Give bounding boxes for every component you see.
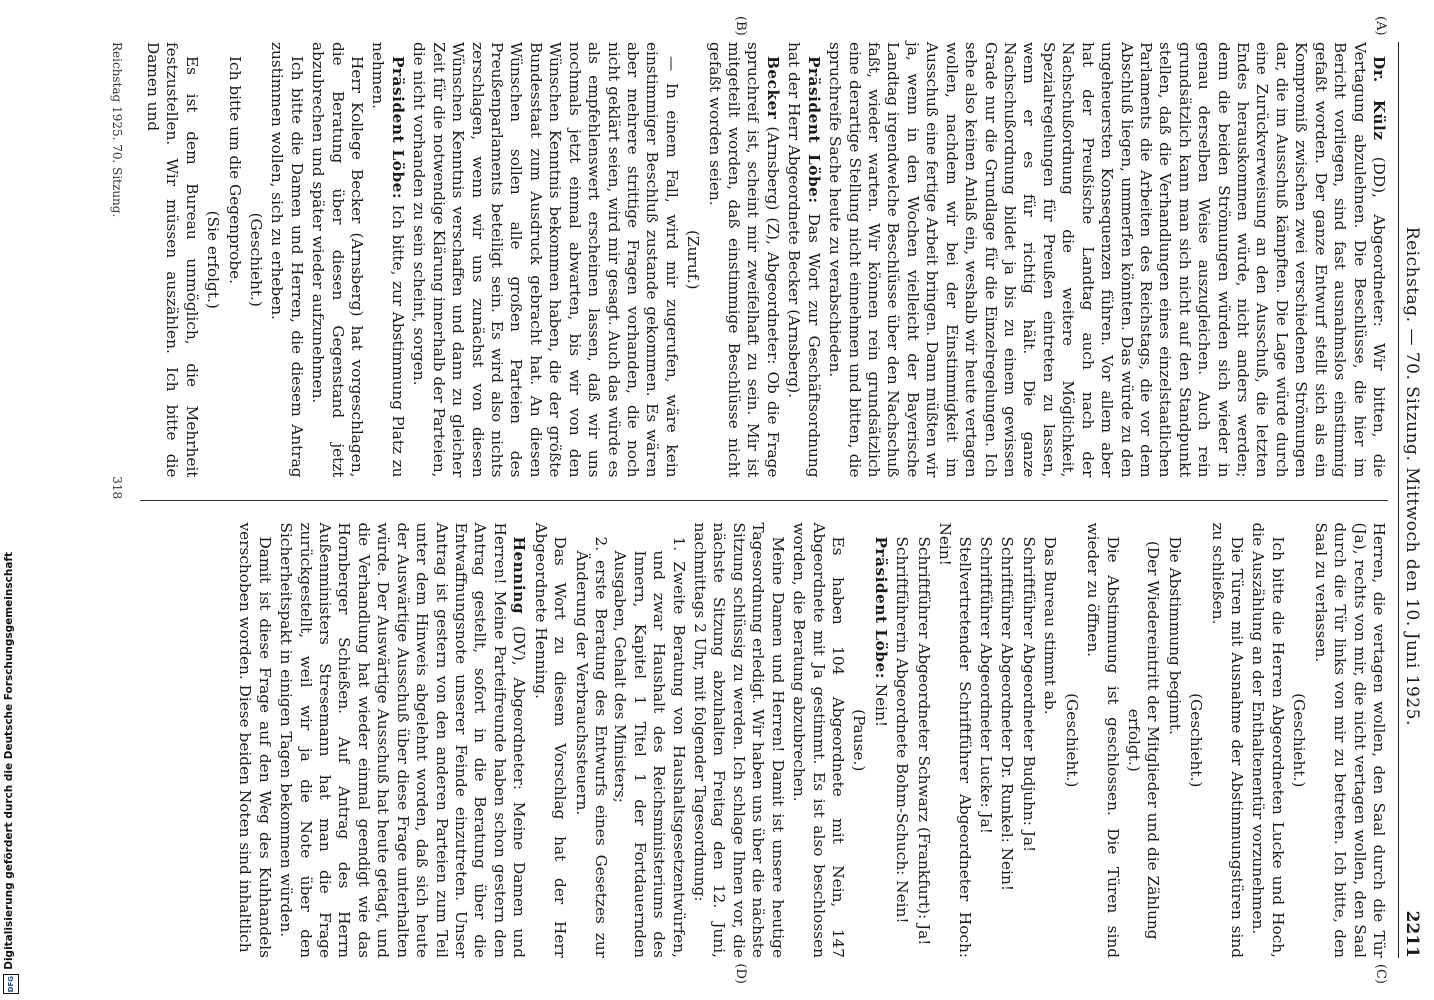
margin-mark-d: (D)	[733, 963, 748, 984]
paragraph-text: Damit ist diese Frage auf den Weg des Kuhhandels verschoben worden. Diese beiden Noten sind inhaltlich	[236, 522, 274, 958]
speaker-name: Becker	[763, 56, 782, 120]
paragraph-text: Nein!	[871, 683, 890, 728]
paragraph-text: — In einem Fall, wird mir zugerufen, wäre kein einstimmiger Beschluß zustande gekommen. Es wären aber mehrere strittige Fragen vorhanden, die noch nicht geklärt seien, wird mir gesagt. Auch das würde es als empfehlenswert erscheinen lassen, daß wir uns nochmals jetzt einmal abwarten, bis wir von den Wünschen Kenntnis bekommen haben, die der größte Bundesstaat zum Ausdruck gebracht hat. An diesen Wünschen sollen alle großen Parteien des Preußenparlaments beteiligt sein. Es wird also nichts zerschlagen, wenn wir uns zunächst von diesen Wünschen Kenntnis verschaffen und dann zu gleicher Zeit für die notwendige Klärung innerhalb der Parteien, die nicht vorhanden zu sein scheint, sorgen.	[410, 42, 681, 478]
paragraph-text: Meine Damen und Herren! Damit ist unsere heutige Tagesordnung erledigt. Wir haben uns über die nächste Sitzung schlüssig zu werden. Ich schlage Ihnen vor, die nächste Sitzung abzuhalten Freitag den 12. Juni, nachmittags 2 Uhr, mit folgender Tagesordnung:	[691, 522, 787, 958]
dfg-logo	[3, 974, 19, 994]
paragraph	[825, 42, 1388, 478]
left-column	[140, 42, 1388, 478]
paragraph-text: Das Wort zu diesem Vorschlag hat der Herr Abgeordnete Henning.	[531, 522, 570, 958]
page-content	[40, 0, 1434, 1000]
speaker-name: Präsident Löbe:	[871, 536, 890, 679]
text-columns	[140, 16, 1388, 984]
speaker-name: Dr. Külz	[1370, 56, 1388, 141]
speaker-name: Henning	[510, 536, 529, 615]
paragraph	[870, 523, 889, 959]
vote-line: Schriftführer Abgeordneter Dr. Runkel: Nein!	[998, 536, 1017, 891]
paragraph-text: Die Türen mit Ausnahme der Abstimmungstüren sind zu schließen.	[1208, 522, 1247, 958]
paragraph	[368, 42, 407, 478]
paragraph-text: (Arnsberg) (Z), Abgeordneter: Ob die Frage spruchreif ist, scheint mir zweifelhaft zu sein. Mir ist mitgeteilt worden, daß einstimmige Beschlüsse nicht gefaßt worden seien.	[705, 42, 782, 478]
interjection: (Zuruf.)	[684, 229, 703, 290]
interjection: (Geschieht.)	[246, 212, 265, 307]
interjection: (Sie erfolgt.)	[204, 210, 223, 309]
paragraph-text: Ich bitte die Damen und Herren, die diesem Antrag zustimmen wollen, sich zu erheben.	[268, 42, 306, 478]
paragraph	[276, 523, 528, 959]
interjection: (Geschieht.)	[1290, 693, 1309, 788]
paragraph-text: Das Bureau stimmt ab.	[1041, 536, 1060, 715]
vote-line: Schriftführerin Abgeordnete Bohm-Schuch: Nein!	[893, 536, 912, 924]
interjection: (Der Wiedereintritt der Mitglieder und die Zählung erfolgt.)	[1124, 540, 1163, 940]
page-header	[1398, 42, 1422, 958]
paragraph-text: Die Abstimmung beginnt.	[1165, 536, 1184, 735]
vote-line: Schriftführer Abgeordneter Budjuhn: Ja!	[1019, 536, 1038, 853]
margin-mark-b: (B)	[733, 16, 748, 36]
paragraph	[704, 42, 782, 478]
footer-spacer	[110, 758, 124, 958]
page-number: 2211	[1402, 910, 1422, 958]
speaker-name: Präsident Löbe:	[804, 56, 823, 204]
margin-mark-c: (C)	[1373, 963, 1388, 984]
paragraph-text: Ich bitte, zur Abstimmung Platz zu nehmen.	[369, 42, 407, 478]
page-title: Reichstag. — 70. Sitzung. Mittwoch den 10. Juni 1925.	[1402, 226, 1422, 726]
vote-line: Schriftführer Abgeordneter Schwarz (Frankfurt): Ja!	[914, 536, 933, 946]
scanned-page	[40, 0, 1434, 1000]
interjection: (Geschieht.)	[1062, 693, 1081, 788]
paragraph-text: Herren, die vertagen wollen, den Saal durch die Tür (Ja), rechts von mir, die nicht vertagen wollen, den Saal durch die Tür links von mir zu betreten. Ich bitte, den Saal zu verlassen.	[1311, 522, 1388, 958]
footer-sitting: Reichstag 1925. 70. Sitzung.	[110, 42, 125, 218]
paragraph-text: Ich bitte die Herren Abgeordneten Lucke und Hoch, die Auszählung an der Enthaltenentür vorzunehmen.	[1249, 522, 1287, 958]
paragraph-text: (DD), Abgeordneter: Wir bitten, die Vertagung abzulehnen. Die Beschlüsse, die hier im Bericht vorliegen, sind fast ausnahmslos einstimmig gefaßt worden. Der ganze Entwurf stellt sich als ein Kompromiß zwischen zwei verschiedenen Strömungen dar, die im Ausschuß kämpften. Die Lage würde durch eine Zurückverweisung an den Ausschuß, die letzten Endes herauskommen würde, nicht anders werden; denn die beiden Strömungen würden sich wieder in genau derselben Weise auszugleichen. Auch rein grundsätzlich kann man sich nicht auf den Standpunkt stellen, daß die Verhandlungen eines einzelstaatlichen Parlaments die Arbeiten des Reichstags, die vor dem Abschluß liegen, ummerfen könnten. Das würde zu den ungeheuersten Konsequenzen führen. Vor allem aber hat der Preußische Landtag auch nach der Nachschußordnung die weitere Möglichkeit, Spezialregelungen für Preußen eintreten zu lassen, wenn er es für richtig hält. Die ganze Nachschußordnung bildet ja bis zu einem gewissen Grade nur die Grundlage für die Einzelregelungen. Ich sehe also keinen Anlaß ein, weshalb wir heute vertagen wollen, nachdem wir bei der Einstimmigkeit im Ausschuß eine fertige Arbeit bringen. Dann müßten wir ja, wenn in den Wochen vielleicht der Bayerische Landtag irgendwelche Beschlüsse über den Nachschuß faßt, wieder warten. Wir können rein grundsätzlich eine derartige Stellung nicht einnehmen und bitten, die spruchreife Sache heute zu verabschieden.	[826, 42, 1388, 478]
paragraph	[784, 42, 823, 478]
paragraph-text: Das Wort zur Geschäftsordnung hat der Herr Abgeordnete Becker (Arnsberg).	[785, 42, 823, 478]
attribution-strip	[0, 0, 22, 1000]
page-footer	[110, 42, 124, 958]
attribution-text: Digitalisierung gefördert durch die Deutsche Forschungsgemeinschaft	[3, 552, 15, 970]
interjection: (Geschieht.)	[1187, 693, 1206, 788]
speaker-name: Präsident Löbe:	[388, 56, 407, 200]
vote-line: Schriftführer Abgeordneter Lucke: Ja!	[976, 536, 995, 834]
list-item: 1. Zweite Beratung von Haushaltsgesetzentwürfen, und zwar Haushalt des Reichsministeriums des Innern, Kapitel 1 Titel 1 der Fortdauernden Ausgaben, Gehalt des Ministers;	[611, 536, 688, 958]
paragraph-text: Es ist dem Bureau unmöglich, die Mehrheit festzustellen. Wir müssen auszählen. Ich bitte die Damen und	[143, 42, 201, 478]
paragraph-text: Die Abstimmung ist geschlossen. Die Türen sind wieder zu öffnen.	[1084, 522, 1122, 958]
paragraph-text: Es haben 104 Abgeordnete mit Nein, 147 Abgeordnete mit Ja gestimmt. Es ist also beschlossen worden, die Beratung abzubrechen.	[790, 522, 848, 958]
paragraph-text: Ich bitte um die Gegenprobe.	[225, 56, 244, 285]
agenda-list	[571, 537, 688, 959]
list-item: 2. erste Beratung des Entwurfs eines Gesetzes zur Änderung der Verbrauchssteuern.	[572, 536, 610, 958]
dfg-logo-label: DFG	[7, 975, 15, 993]
paragraph-text: Herr Kollege Becker (Arnsberg) hat vorgeschlagen, die Beratung über diesen Gegenstand jetzt abzubrechen und später wieder aufzunehmen.	[309, 42, 367, 478]
footer-signature-number: 318	[110, 476, 125, 500]
column-divider	[140, 500, 1388, 501]
right-column	[140, 523, 1388, 959]
paragraph-text: (DV), Abgeordneter: Meine Damen und Herren! Meine Parteifreunde haben schon gestern den Antrag gestellt, sofort in die Beratung über die Entwaffnungsnote unserer Feinde einzutreten. Unser Antrag ist gestern von den anderen Parteien zum Teil unter dem Hinweis abgelehnt worden, daß sich heute der Auswärtige Ausschuß über diese Frage unterhalten würde. Der Auswärtige Ausschuß hat heute getagt, und die Verhandlung hat wieder einmal geendigt wie das Hornberger Schießen. Auf Antrag des Herrn Außenministers Stresemann hat man die Frage zurückgestellt, weil wir ja die Note über den Sicherheitspakt in einigen Tagen bekommen würden.	[277, 522, 529, 958]
interjection: (Pause.)	[850, 709, 869, 772]
margin-mark-a: (A)	[1373, 16, 1388, 36]
vote-line: Stellvertretender Schriftführer Abgeordneter Hoch: Nein!	[936, 522, 974, 958]
